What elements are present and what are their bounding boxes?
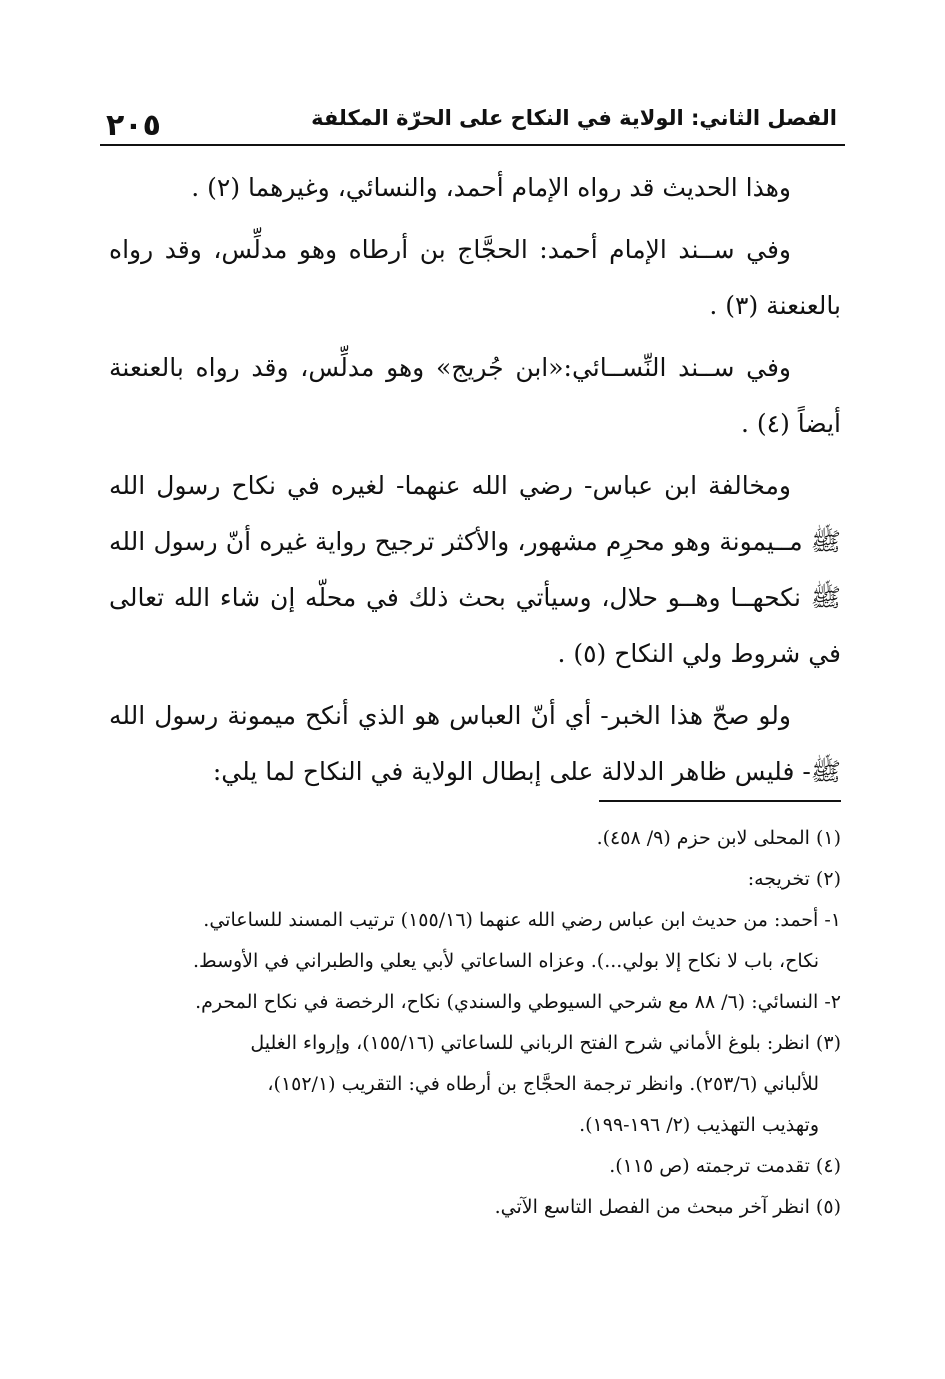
footnote-separator	[599, 800, 841, 802]
footnote-continuation: للألباني (٢٥٣/٦). وانظر ترجمة الحجَّاج بن أرطاه في: التقريب (١٥٢/١)،	[267, 1073, 819, 1095]
page-number: ٢٠٥	[106, 108, 161, 143]
footnote: (٥) انظر آخر مبحث من الفصل التاسع الآتي.	[494, 1196, 841, 1218]
paragraph: وفي ســند النِّســائي:«ابن جُريج» وهو مدلِّس، وقد رواه بالعنعنة أيضاً (٤) .	[109, 353, 841, 438]
footnote-line: ٢- النسائي: (٦/ ٨٨ مع شرحي السيوطي والسندي) نكاح، الرخصة في نكاح المحرم.	[195, 991, 841, 1013]
paragraph: ولو صحّ هذا الخبر- أي أنّ العباس هو الذي أنكح ميمونة رسول الله ﷺ- فليس ظاهر الدلالة على إبطال الولاية في النكاح لما يلي:	[109, 701, 841, 786]
main-text	[109, 160, 841, 806]
footnote-continuation: نكاح، باب لا نكاح إلا بولي...). وعزاه الساعاتي لأبي يعلي والطبراني في الأوسط.	[193, 950, 819, 972]
paragraph: ومخالفة ابن عباس- رضي الله عنهما- لغيره في نكاح رسول الله ﷺ مــيمونة وهو محرِم مشهور، والأكثر ترجيح رواية غيره أنّ رسول الله ﷺ نكحهــا وهــو حلال، وسيأتي بحث ذلك في محلّه إن شاء الله تعالى في شروط ولي النكاح (٥) .	[109, 471, 841, 668]
footnote: (٢) تخريجه:	[747, 868, 841, 890]
footnote-line	[109, 1105, 841, 1146]
footnote-continuation: وتهذيب التهذيب (٢/ ١٩٦-١٩٩).	[579, 1114, 819, 1136]
footnote-line	[109, 1064, 841, 1105]
footnote-line	[109, 941, 841, 982]
footnote: (١) المحلى لابن حزم (٩/ ٤٥٨).	[596, 827, 841, 849]
paragraph: وفي ســند الإمام أحمد: الحجَّاج بن أرطاه وهو مدلِّس، وقد رواه بالعنعنة (٣) .	[109, 235, 841, 320]
footnote-line: ١- أحمد: من حديث ابن عباس رضي الله عنهما (١٥٥/١٦) ترتيب المسند للساعاتي.	[203, 909, 841, 931]
footnote: (٤) تقدمت ترجمته (ص ١١٥).	[609, 1155, 841, 1177]
running-header	[100, 100, 845, 146]
chapter-title: الفصل الثاني: الولاية في النكاح على الحرّة المكلفة	[311, 106, 837, 130]
footnotes	[109, 818, 841, 1228]
paragraph: وهذا الحديث قد رواه الإمام أحمد، والنسائي، وغيرهما (٢) .	[191, 173, 791, 202]
footnote-line: (٣) انظر: بلوغ الأماني شرح الفتح الرباني للساعاتي (١٥٥/١٦)، وإرواء الغليل	[250, 1032, 841, 1054]
